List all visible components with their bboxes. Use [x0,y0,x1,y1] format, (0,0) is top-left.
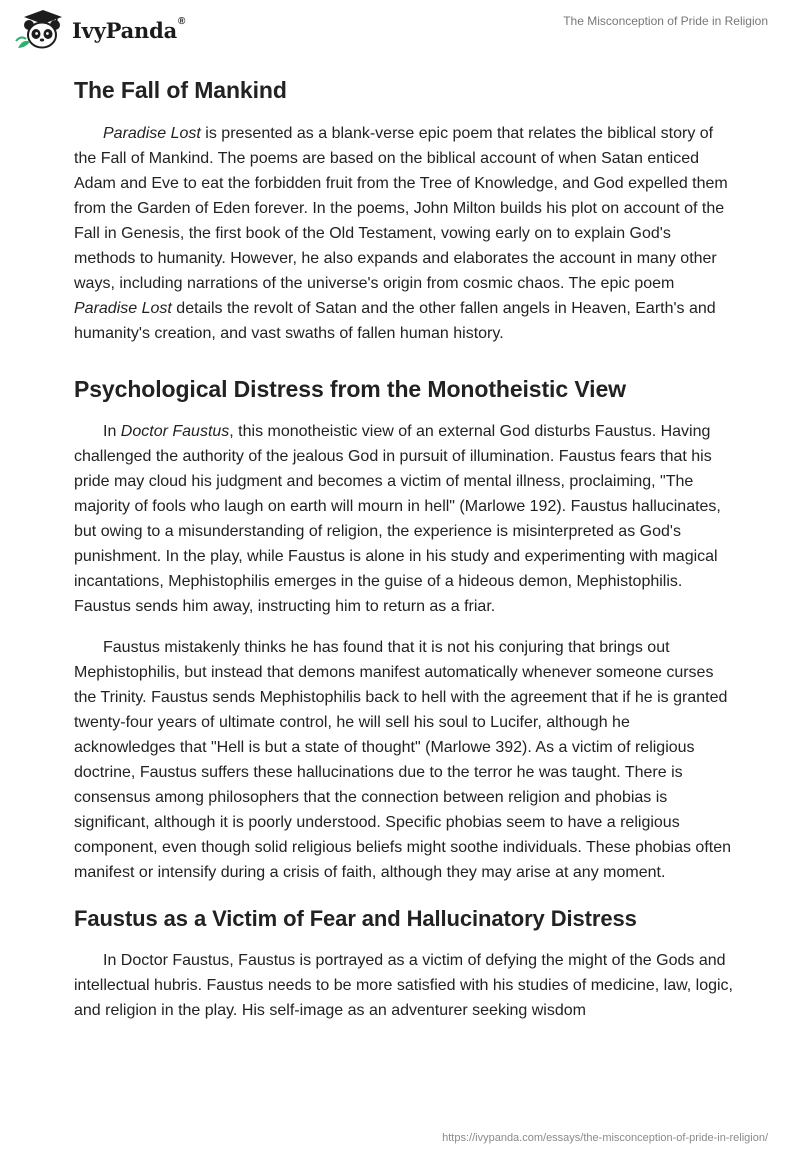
brand-logo[interactable] [14,8,185,52]
site-header [0,0,800,56]
section-heading-fall-of-mankind: The Fall of Mankind [74,77,287,103]
paragraph-psychological-distress-2: Faustus mistakenly thinks he has found that it is not his conjuring that brings out Mephistophilis, but instead that demons manifest automatically whenever someone curses the Trinity. Faustus sends Mephistophilis back to hell with the agreement that if he is granted twenty-four years of ultimate control, he will sell his soul to Lucifer, although he acknowledges that "Hell is but a state of thought" (Marlowe 392). As a victim of religious doctrine, Faustus suffers these hallucinations due to the terror he was taught. There is consensus among philosophers that the connection between religion and phobias is significant, although it is poorly understood. Specific phobias seem to have a religious component, even though solid religious beliefs might soothe individuals. These phobias often manifest or intensify during a crisis of faith, although they may arise at any moment. [74,639,732,881]
brand-name: IvyPanda® [72,15,186,43]
italic-title: Paradise Lost [74,300,172,317]
paragraph-faustus-victim: In Doctor Faustus, Faustus is portrayed as a victim of defying the might of the Gods and intellectual hubris. Faustus needs to be more satisfied with his studies of medicine, law, logic, and religion in the play. His self-image as an adventurer seeking wisdom [74,952,733,1019]
document-title: The Misconception of Pride in Religion [563,14,768,28]
registered-mark: ® [178,15,186,27]
essay-body [74,62,734,1023]
paragraph-text: is presented as a blank-verse epic poem that relates the biblical story of the Fall of Mankind. The poems are based on the biblical account of when Satan enticed Adam and Eve to eat the forbidden fruit from the Tree of Knowledge, and God expelled them from the Garden of Eden forever. In the poems, John Milton builds his plot on account of the Fall in Genesis, the first book of the Old Testament, vowing early on to explain God's methods to humanity. However, he also expands and elaborates the account in many other ways, including narrations of the universe's origin from cosmic chaos. The epic poem [74,125,728,292]
paragraph-text: , this monotheistic view of an external God disturbs Faustus. Having challenged the authority of the jealous God in pursuit of illumination. Faustus fears that his pride may cloud his judgment and becomes a victim of mental illness, proclaiming, "The majority of fools who laugh on earth will mourn in hell" (Marlowe 192). Faustus hallucinates, but owing to a misunderstanding of religion, the experience is misinterpreted as God's punishment. In the play, while Faustus is alone in his study and experimenting with magical incantations, Mephistophilis emerges in the guise of a hideous demon, Mephistophilis. Faustus sends him away, instructing him to return as a friar. [74,423,721,615]
section-heading-faustus-victim: Faustus as a Victim of Fear and Hallucinatory Distress [74,906,637,931]
paragraph-fall-of-mankind [74,121,734,346]
source-url[interactable]: https://ivypanda.com/essays/the-misconception-of-pride-in-religion/ [442,1132,768,1144]
paragraph-text: details the revolt of Satan and the other fallen angels in Heaven, Earth's and humanity's creation, and vast swaths of fallen human history. [74,300,716,342]
panda-graduate-logo-icon [14,8,68,52]
paragraph-text: In [103,423,121,440]
paragraph-psychological-distress-1 [74,419,734,619]
italic-title: Doctor Faustus [120,423,230,440]
section-heading-psychological-distress: Psychological Distress from the Monotheistic View [74,376,626,402]
italic-title: Paradise Lost [103,125,201,142]
